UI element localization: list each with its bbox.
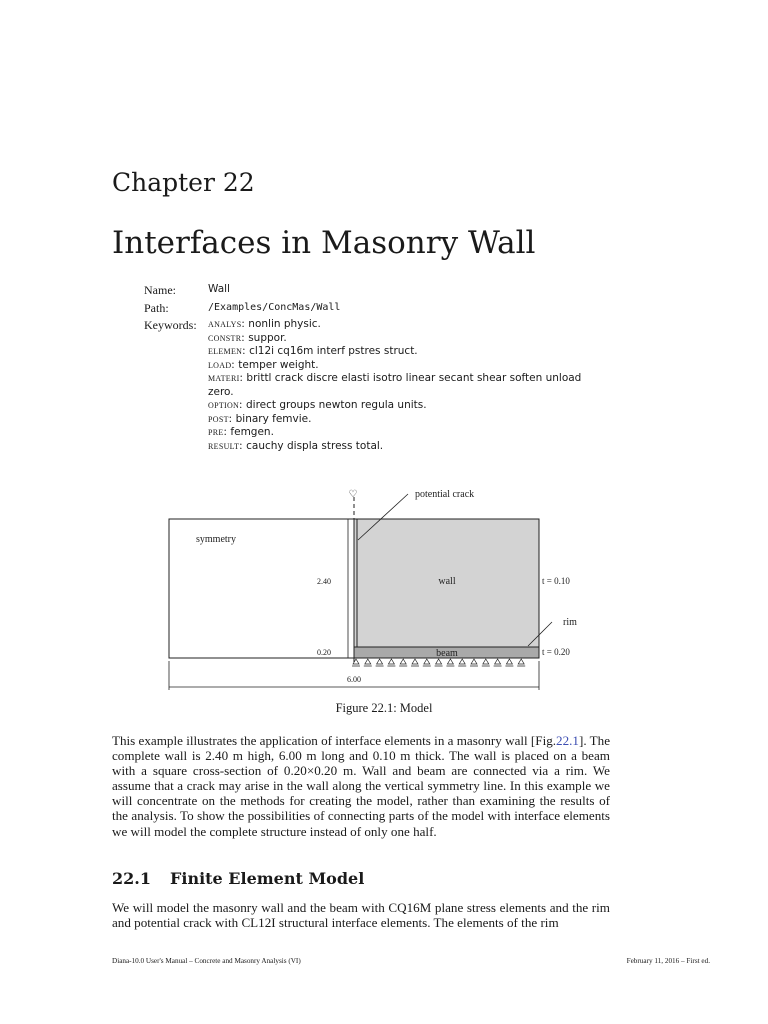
wall-height-label: 2.40 [317,577,331,586]
keyword-category: materi: [208,372,244,384]
figure-caption: Figure 22.1: Model [335,701,433,715]
wall-thickness-label: t = 0.10 [542,576,570,586]
support-symbol [482,659,490,666]
potential-crack-label: potential crack [415,489,475,500]
keyword-category: load: [208,358,235,371]
symmetry-symbol: ♡ [348,489,358,500]
support-symbol [364,659,372,666]
chapter-title: Interfaces in Masonry Wall [112,225,536,261]
support-row [352,659,525,666]
keyword-values: suppor. [248,331,287,344]
symmetry-label: symmetry [196,534,236,545]
meta-path-row [144,301,624,315]
keyword-category: option: [208,399,243,411]
keyword-values: cauchy displa stress total. [246,439,384,452]
support-symbol [517,659,525,666]
support-symbol [411,659,419,666]
intro-paragraph [112,733,610,839]
keyword-category: result: [208,439,243,452]
wall-label: wall [438,576,456,587]
keyword-values: nonlin physic. [248,318,321,330]
keyword-line [208,426,624,440]
meta-path-key: Path: [144,300,169,315]
support-symbol [352,659,360,666]
model-figure [0,480,768,690]
support-symbol [435,659,443,666]
beam-label: beam [436,648,458,659]
keyword-values: femgen. [230,426,274,438]
support-symbol [399,659,407,666]
keyword-line [208,332,624,346]
intro-text-a: This example illustrates the application of interface elements in a masonry wall [Fig. [112,733,557,748]
element-name-cq16m: CQ16M [388,900,432,915]
section-text-c: structural interface elements. The elements of the rim [278,915,559,931]
keyword-line [208,359,624,373]
meta-path-value: /Examples/ConcMas/Wall [208,301,341,313]
beam-height-label: 0.20 [317,648,331,657]
keyword-values: brittl crack discre elasti isotro linear secant shear soften unload [246,372,582,384]
support-symbol [446,659,454,666]
section-heading [112,869,364,888]
chapter-label: Chapter 22 [112,168,255,197]
meta-keywords-key: Keywords: [144,318,197,332]
meta-name-row [144,283,624,297]
keyword-category: analys: [208,318,245,330]
intro-text-b: ]. The complete wall is 2.40 m high, 6.00 m long and 0.10 m thick. The wall is placed on a beam with a square cross-section of 0.20×0.20 m. Wall and beam are connected via a rim. We assume that a crack may arise in the wall along the vertical symmetry line. In this example we will concentrate on the methods for creating the model, rather than examining the results of the analysis. To show the possibilities of connecting parts of the model with interface elements we will model the complete structure instead of only one half. [112,733,611,839]
keyword-values: direct groups newton regula units. [245,399,427,411]
meta-keywords-row [144,318,624,453]
support-symbol [505,659,513,666]
example-metadata [144,283,624,453]
keyword-category: constr: [208,331,245,344]
meta-name-value: Wall [208,283,230,295]
keyword-values: zero. [208,385,234,398]
rim-label: rim [563,617,577,628]
support-symbol [494,659,502,666]
keyword-line [208,440,624,454]
keyword-line [208,399,624,413]
length-label: 6.00 [347,675,361,684]
section-text-b: plane stress elements and the rim and potential crack with [112,900,610,931]
meta-name-key: Name: [144,283,176,297]
figure-reference-link[interactable]: 22.1 [556,733,579,748]
keyword-values: temper weight. [238,358,319,371]
keyword-line [208,318,624,332]
keyword-values: cl12i cq16m interf pstres struct. [249,345,418,357]
footer-date: February 11, 2016 – First ed. [626,957,710,965]
section-title: Finite Element Model [170,869,365,888]
wall-model-diagram [0,480,768,690]
keyword-category: pre: [208,426,228,438]
keyword-line [208,372,624,386]
section-paragraph [112,900,610,930]
footer-manual-title: Diana-10.0 User's Manual – Concrete and Masonry Analysis (VI) [112,957,301,965]
keyword-category: elemen: [208,345,246,357]
section-number: 22.1 [112,869,151,888]
keyword-line [208,413,624,427]
keyword-line [208,345,624,359]
support-symbol [470,659,478,666]
section-text-a: We will model the masonry wall and the beam with [112,900,385,915]
keyword-category: post: [208,412,233,425]
support-symbol [423,659,431,666]
beam-thickness-label: t = 0.20 [542,647,570,657]
element-name-cl12i: CL12I [241,915,276,931]
support-symbol [387,659,395,666]
keyword-values: binary femvie. [235,412,312,425]
keyword-line [208,386,624,400]
keyword-list [208,318,624,453]
support-symbol [376,659,384,666]
support-symbol [458,659,466,666]
